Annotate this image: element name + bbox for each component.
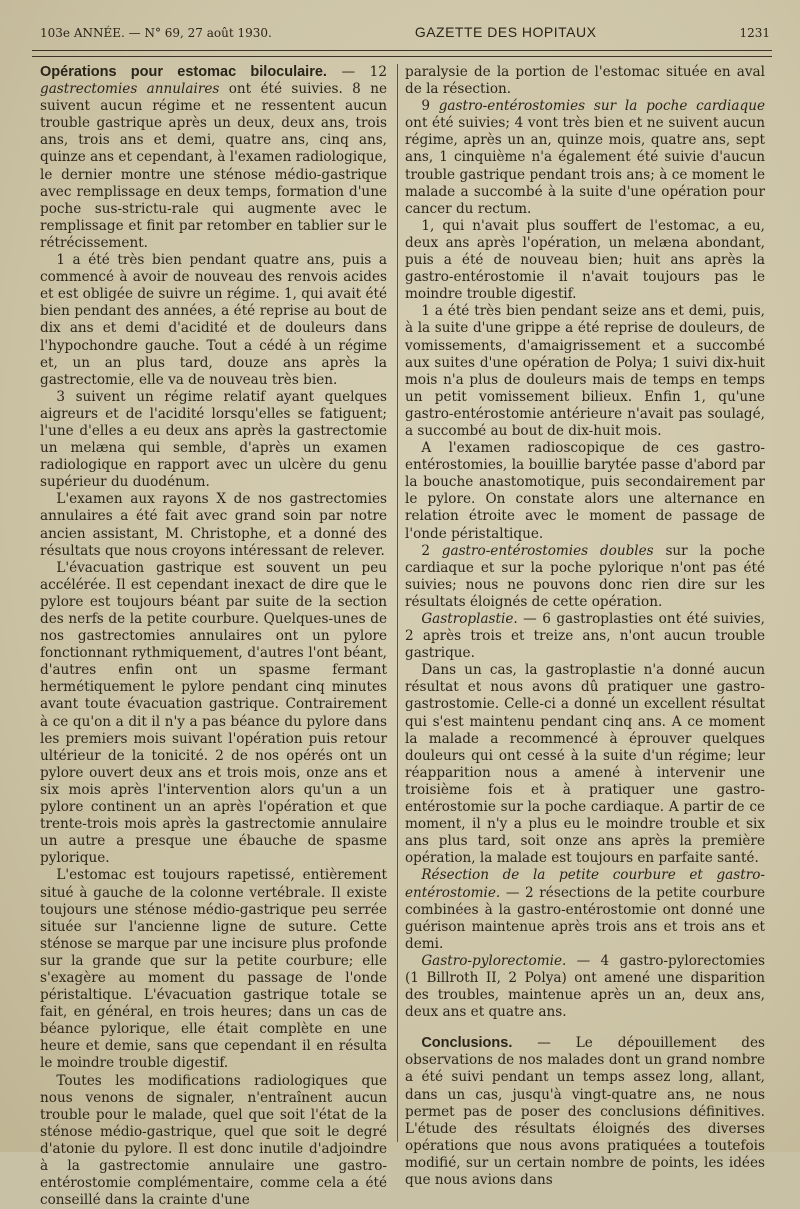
paragraph: Dans un cas, la gastroplastie n'a donné aucun résultat et nous avons dû pratiquer une gastro-gastrostomie. Celle-ci a donné un excellent résultat qui s'est maintenu pendant cinq ans. A ce moment la malade a recommencé à éprouver quelques douleurs qui ont cessé à la suite d'un régime; leur réapparition nous a amené à intervenir une troisième fois et à pratiquer une gastro-entérostomie sur la poche cardiaque. A partir de ce moment, il n'y a plus eu le moindre trouble et six ans plus tard, soit onze ans après la première opération, la malade est toujours en parfaite santé.: [405, 662, 765, 867]
paragraph: 1, qui n'avait plus souffert de l'estomac, a eu, deux ans après l'opération, un melæna abondant, puis a été de nouveau bien; huit ans après la gastro-entérostomie il n'avait toujours pas le moindre trouble digestif.: [405, 217, 765, 303]
paragraph: L'examen aux rayons X de nos gastrectomies annulaires a été fait avec grand soin par notre ancien assistant, M. Christophe, et a donné des résultats que nous croyons intéressant de relever.: [40, 491, 387, 559]
paragraph: 1 a été très bien pendant quatre ans, puis a commencé à avoir de nouveau des renvois acides et est obligée de suivre un régime. 1, qui avait été bien pendant des années, a été reprise au bout de dix ans et demi d'acidité et de douleurs dans l'hypochondre gauche. Tout a cédé à un régime et, un an plus tard, douze ans après la gastrectomie, elle va de nouveau très bien.: [40, 252, 388, 388]
paragraph: 1 a été très bien pendant seize ans et demi, puis, à la suite d'une grippe a été reprise de douleurs, de vomissements, d'amaigrissement et a succombé aux suites d'une opération de Polya; 1 suivi dix-huit mois n'a plus de douleurs mais de temps en temps un petit vomissement bilieux. Enfin 1, qu'une gastro-entérostomie antérieure n'avait pas soulagé, a succombé au bout de dix-huit mois.: [405, 303, 765, 439]
paragraph: L'évacuation gastrique est souvent un peu accélérée. Il est cependant inexact de dire que le pylore est toujours béant par suite de la section des nerfs de la petite courbure. Quelques-unes de nos gastrectomies annulaires ont un pylore fonctionnant rythmiquement, d'autres l'ont béant, d'autres enfin ont un spasme fermant hermétiquement le pylore pendant cinq minutes avant toute évacuation gastrique. Contrairement à ce qu'on a dit il n'y a pas béance du pylore dans les premiers mois suivant l'opération puis retour ultérieur de la tonicité. 2 de nos opérés ont un pylore ouvert deux ans et trois mois, onze ans et six mois après l'intervention alors qu'un a un pylore continent un an après l'opération et que trente-trois mois après la gastrectomie annulaire un autre a presque une ébauche de spasme pylorique.: [40, 559, 387, 867]
paragraph: 9 gastro-entérostomies sur la poche cardiaque ont été suivies; 4 vont très bien et ne suivent aucun régime, après un an, quinze mois, quatre ans, sept ans, 1 cinquième n'a également été suivie d'aucun trouble gastrique pendant trois ans; à ce moment le malade a succombé à la suite d'une opération pour cancer du rectum.: [405, 98, 765, 217]
paragraph: A l'examen radioscopique de ces gastro-entérostomies, la bouillie barytée passe d'abord par la bouche anastomotique, puis secondairement par le pylore. On constate alors une alternance en relation étroite avec le moment de passage de l'onde péristaltique.: [405, 440, 765, 542]
header-rule: [32, 50, 772, 57]
paragraph: 3 suivent un régime relatif ayant quelques aigreurs et de l'acidité lorsqu'elles se fatiguent; l'une d'elles a eu deux ans après la gastrectomie un melæna qui semble, d'après un examen radiologique en rapport avec un ulcère du genu supérieur du duodénum.: [40, 388, 387, 491]
left-column: [40, 64, 387, 1209]
paragraph: Conclusions. — Le dépouillement des observations de nos malades dont un grand nombre a été suivi pendant un temps assez long, allant, dans un cas, jusqu'à vingt-quatre ans, ne nous permet pas de poser des conclusions définitives. L'étude des résultats éloignés des diverses opérations que nous avons pratiquées a toutefois modifié, sur un certain nombre de points, les idées que nous avions dans: [405, 1035, 765, 1188]
paragraph: Gastro-pylorectomie. — 4 gastro-pylorectomies (1 Billroth II, 2 Polya) ont amené une disparition des troubles, maintenue après un an, deux ans, deux ans et quatre ans.: [405, 952, 765, 1021]
issue-line: 103e ANNÉE. — N° 69, 27 août 1930.: [40, 26, 272, 40]
section-heading: Conclusions.: [421, 1035, 513, 1052]
page-number: 1231: [739, 26, 770, 40]
paragraph: Gastroplastie. — 6 gastroplasties ont été suivies, 2 après trois et treize ans, n'ont aucun trouble gastrique.: [405, 611, 765, 662]
paragraph: 2 gastro-entérostomies doubles sur la poche cardiaque et sur la poche pylorique n'ont pas été suivies; nous ne pouvons donc rien dire sur les résultats éloignés de cette opération.: [405, 542, 766, 610]
paragraph: Toutes les modifications radiologiques que nous venons de signaler, n'entraînent aucun trouble pour le malade, quel que soit l'état de la sténose médio-gastrique, quel que soit le degré d'atonie du pylore. Il est donc inutile d'adjoindre à la gastrectomie annulaire une gastro-entérostomie complémentaire, comme cela a été conseillé dans la crainte d'une: [40, 1072, 387, 1209]
paragraph: Résection de la petite courbure et gastro-entérostomie. — 2 résections de la petite courbure combinées à la gastro-entérostomie ont donné une guérison maintenue après trois ans et trois ans et demi.: [405, 867, 765, 952]
paragraph: L'estomac est toujours rapetissé, entièrement situé à gauche de la colonne vertébrale. Il existe toujours une sténose médio-gastrique peu serrée située sur l'ancienne ligne de suture. Cette sténose se marque par une incisure plus profonde sur la grande que sur la petite courbure; elle s'exagère au moment du passage de l'onde péristaltique. L'évacuation gastrique totale se fait, en général, en trois heures; dans un cas de béance pylorique, elle était complète en une heure et demie, sans que cependant il en résulta le moindre trouble digestif.: [40, 867, 387, 1072]
paragraph: Opérations pour estomac biloculaire. — 12 gastrectomies annulaires ont été suivies. 8 ne suivent aucun régime et ne ressentent aucun trouble gastrique après un deux, deux ans, trois ans, trois ans et demi, quatre ans, cinq ans, quinze ans et cependant, à l'examen radiologique, le dernier montre une sténose médio-gastrique avec remplissage en deux temps, formation d'une poche sus-strictu-rale qui augmente avec le remplissage et finit par retomber en tablier sur le rétrécissement.: [40, 64, 387, 251]
journal-title: GAZETTE DES HOPITAUX: [414, 24, 597, 40]
paragraph: paralysie de la portion de l'estomac située en aval de la résection.: [405, 64, 765, 98]
section-heading: Opérations pour estomac biloculaire.: [40, 64, 327, 80]
page-header: [40, 24, 770, 46]
column-divider: [397, 64, 398, 1142]
right-column: [405, 64, 765, 1189]
